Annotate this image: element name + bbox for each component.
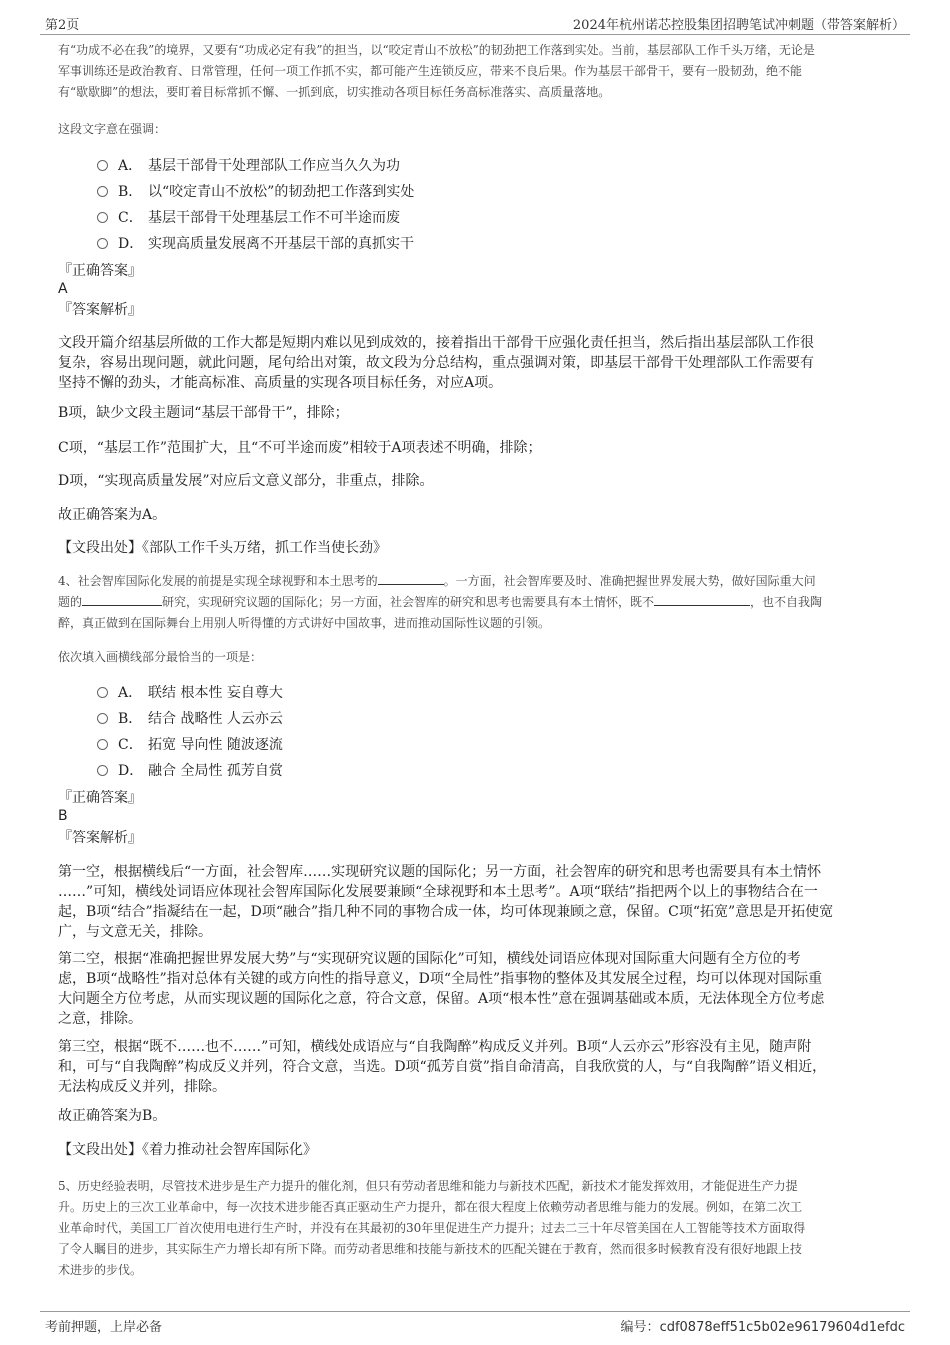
q3-passage	[58, 40, 898, 103]
passage-text: 4、社会智库国际化发展的前提是实现全球视野和本土思考的	[58, 574, 378, 588]
passage-line: 业革命时代，美国工厂首次使用电进行生产时，并没有在其最初的30年里促进生产力提升；过去二三十年尽管美国在人工智能等技术方面取得	[58, 1221, 806, 1235]
analysis-line: 复杂，容易出现问题，就此问题，尾句给出对策，故文段为分总结构，重点强调对策，即基层干部骨干处理部队工作需要有	[58, 355, 814, 371]
q4-analysis-para	[58, 1037, 898, 1097]
option-letter: C．	[118, 210, 143, 226]
passage-line: 术进步的步伐。	[58, 1263, 143, 1277]
code-label: 编号：	[620, 1320, 660, 1335]
analysis-line: 广，与文意无关，排除。	[58, 924, 212, 940]
option-letter: B．	[118, 184, 143, 200]
page-number: 第2页	[45, 18, 80, 33]
analysis-line: 和，可与“自我陶醉”构成反义并列，符合文意，当选。D项“孤芳自赏”指自命清高，自我欣赏的人，与“自我陶醉”语义相近，	[58, 1059, 827, 1075]
option-text: 结合 战略性 人云亦云	[148, 711, 283, 727]
analysis-line: 坚持不懈的劲头，才能高标准、高质量的实现各项目标任务，对应A项。	[58, 375, 503, 391]
option-text: 基层干部骨干处理部队工作应当久久为功	[148, 158, 400, 174]
option-text: 联结 根本性 妄自尊大	[148, 685, 283, 701]
code-value: cdf0878eff51c5b02e96179604d1efdc	[659, 1320, 905, 1335]
q4-analysis-label: 『答案解析』	[58, 830, 142, 846]
passage-line: 升。历史上的三次工业革命中，每一次技术进步能否真正驱动生产力提升，都在很大程度上依赖劳动者思维与能力的发展。例如，在第二次工	[58, 1200, 803, 1214]
passage-line: 有“功成不必在我”的境界，又要有“功成必定有我”的担当，以“咬定青山不放松”的韧劲把工作落到实处。当前，基层部队工作千头万绪，无论是	[58, 43, 815, 57]
blank-3	[654, 593, 750, 606]
q4-analysis-para	[58, 949, 898, 1029]
q4-source: 【文段出处】《着力推动社会智库国际化》	[58, 1142, 317, 1158]
option-text: 以“咬定青山不放松”的韧劲把工作落到实处	[148, 184, 415, 200]
footer-code	[621, 1316, 905, 1335]
q4-analysis-para	[58, 862, 898, 942]
option-text: 实现高质量发展离不开基层干部的真抓实干	[148, 236, 414, 252]
q3-stem: 这段文字意在强调：	[58, 122, 167, 136]
passage-line: 有“歇歇脚”的想法，要盯着目标常抓不懈、一抓到底，切实推动各项目标任务高标准落实、高质量落地。	[58, 85, 611, 99]
passage-text: ，也不自我陶	[750, 595, 823, 609]
option-letter: C．	[118, 737, 143, 753]
passage-line: 醉，真正做到在国际舞台上用别人听得懂的方式讲好中国故事，进而推动国际性议题的引领。	[58, 616, 551, 630]
passage-text: 。一方面，社会智库要及时、准确把握世界发展大势，做好国际重大问	[443, 574, 816, 588]
q3-analysis-para: 故正确答案为A。	[58, 507, 167, 523]
q3-answer-label: 『正确答案』	[58, 263, 142, 279]
radio-icon[interactable]	[97, 238, 108, 249]
passage-text: 研究，实现研究议题的国际化；另一方面，社会智库的研究和思考也需要具有本土情怀，既不	[162, 595, 655, 609]
q4-answer: B	[58, 808, 68, 824]
option-text: 融合 全局性 孤芳自赏	[148, 763, 283, 779]
q4-answer-label: 『正确答案』	[58, 790, 142, 806]
q4-analysis-para: 故正确答案为B。	[58, 1108, 167, 1124]
footer-slogan: 考前押题，上岸必备	[45, 1320, 163, 1335]
q4-option-b[interactable]	[97, 708, 283, 728]
option-letter: D．	[118, 763, 144, 779]
q3-option-d[interactable]	[97, 233, 414, 253]
q3-option-b[interactable]	[97, 181, 414, 201]
q3-option-c[interactable]	[97, 207, 400, 227]
passage-line: 了令人瞩目的进步，其实际生产力增长却有所下降。而劳动者思维和技能与新技术的匹配关键在于教育，然而很多时候教育没有很好地跟上技	[58, 1242, 803, 1256]
q3-analysis-label: 『答案解析』	[58, 302, 142, 318]
header-rule	[40, 34, 910, 35]
passage-text: 题的	[58, 595, 83, 609]
analysis-line: 大问题全方位考虑，从而实现议题的国际化之意，符合文意，保留。A项“根本性”意在强调基础或本质，无法体现全方位考虑	[58, 991, 825, 1007]
q5-passage	[58, 1176, 918, 1281]
blank-2	[82, 593, 162, 606]
option-text: 拓宽 导向性 随波逐流	[148, 737, 283, 753]
analysis-line: 第三空，根据“既不……也不……”可知，横线处成语应与“自我陶醉”构成反义并列。B项“人云亦云”形容没有主见，随声附	[58, 1039, 812, 1055]
footer-rule	[40, 1311, 910, 1312]
q3-analysis-para: D项，“实现高质量发展”对应后文意义部分，非重点，排除。	[58, 473, 434, 489]
passage-line	[58, 592, 918, 613]
radio-icon[interactable]	[97, 713, 108, 724]
q3-analysis-para: C项，“基层工作”范围扩大，且“不可半途而废”相较于A项表述不明确，排除；	[58, 440, 542, 456]
analysis-line: 第一空，根据横线后“一方面，社会智库……实现研究议题的国际化；另一方面，社会智库的研究和思考也需要具有本土情怀	[58, 864, 822, 880]
q3-source: 【文段出处】《部队工作千头万绪，抓工作当使长劲》	[58, 540, 387, 556]
q3-option-a[interactable]	[97, 155, 400, 175]
option-letter: B．	[118, 711, 143, 727]
document-title: 2024年杭州诺芯控股集团招聘笔试冲刺题（带答案解析）	[572, 18, 905, 33]
passage-line: 5、历史经验表明，尽管技术进步是生产力提升的催化剂，但只有劳动者思维和能力与新技术匹配，新技术才能发挥效用，才能促进生产力提	[58, 1179, 798, 1193]
q4-passage	[58, 571, 918, 634]
q4-option-a[interactable]	[97, 682, 283, 702]
radio-icon[interactable]	[97, 186, 108, 197]
analysis-line: 第二空，根据“准确把握世界发展大势”与“实现研究议题的国际化”可知，横线处词语应体现对国际重大问题有全方位的考	[58, 951, 801, 967]
blank-1	[378, 572, 444, 585]
analysis-line: 文段开篇介绍基层所做的工作大都是短期内难以见到成效的，接着指出干部骨干应强化责任担当，然后指出基层部队工作很	[58, 335, 814, 351]
radio-icon[interactable]	[97, 687, 108, 698]
option-letter: A．	[118, 158, 143, 174]
q4-stem: 依次填入画横线部分最恰当的一项是：	[58, 650, 263, 664]
analysis-line: 虑，B项“战略性”指对总体有关键的或方向性的指导意义，D项“全局性”指事物的整体及其发展全过程，均可以体现对国际重	[58, 971, 823, 987]
q4-option-c[interactable]	[97, 734, 283, 754]
analysis-line: 起，B项“结合”指凝结在一起，D项“融合”指几种不同的事物合成一体，均可体现兼顾之意，保留。C项“拓宽”意思是开拓使宽	[58, 904, 834, 920]
option-text: 基层干部骨干处理基层工作不可半途而废	[148, 210, 400, 226]
passage-line	[58, 571, 918, 592]
radio-icon[interactable]	[97, 739, 108, 750]
q3-answer: A	[58, 281, 68, 297]
option-letter: A．	[118, 685, 143, 701]
passage-line: 军事训练还是政治教育、日常管理，任何一项工作抓不实，都可能产生连锁反应，带来不良后果。作为基层干部骨干，要有一股韧劲，绝不能	[58, 64, 803, 78]
q3-analysis-para	[58, 333, 898, 393]
option-letter: D．	[118, 236, 144, 252]
analysis-line: 之意，排除。	[58, 1011, 142, 1027]
radio-icon[interactable]	[97, 160, 108, 171]
radio-icon[interactable]	[97, 212, 108, 223]
analysis-line: ……”可知，横线处词语应体现社会智库国际化发展要兼顾“全球视野和本土思考”。A项“联结”指把两个以上的事物结合在一	[58, 884, 818, 900]
radio-icon[interactable]	[97, 765, 108, 776]
q4-option-d[interactable]	[97, 760, 283, 780]
analysis-line: 无法构成反义并列，排除。	[58, 1079, 226, 1095]
q3-analysis-para: B项，缺少文段主题词“基层干部骨干”，排除；	[58, 405, 349, 421]
